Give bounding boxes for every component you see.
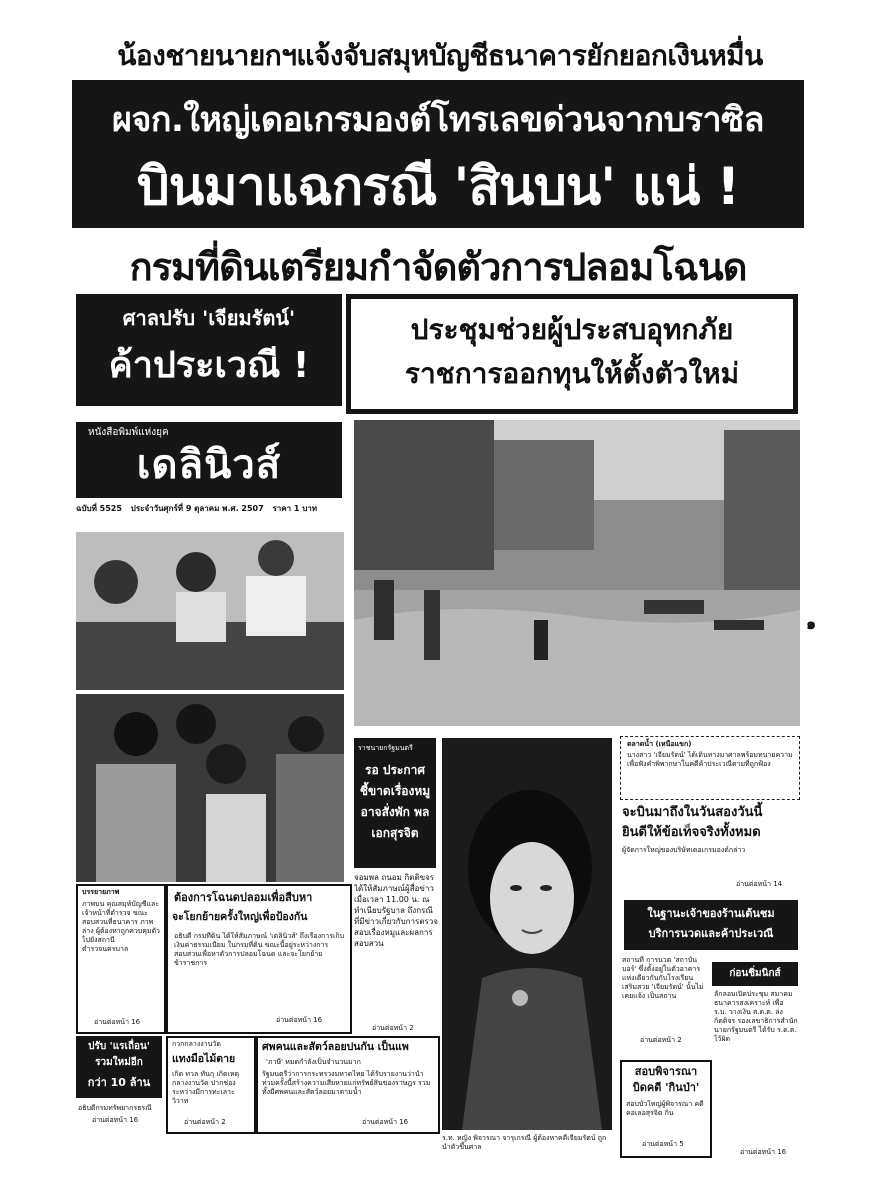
king-label: ก่อนชิ่มนิกส์ bbox=[712, 962, 798, 986]
masthead bbox=[76, 422, 342, 498]
banner-line1: ผจก.ใหญ่เดอเกรมองต์โทรเลขด่วนจากบราซิล bbox=[112, 100, 764, 140]
king-box bbox=[712, 962, 798, 1056]
massage-headline-box bbox=[624, 900, 798, 950]
massage-cont: อ่านต่อหน้า 2 bbox=[640, 1036, 682, 1044]
flood-photo bbox=[354, 420, 800, 726]
fine-sub: อธิบดีกรมทรัพยากรธรณี bbox=[78, 1104, 152, 1112]
banner-line2: บินมาแฉกรณี 'สินบน' แน่ ! bbox=[136, 157, 740, 217]
interview-headline1: จะบินมาถึงในวันสองวันนี้ bbox=[622, 805, 763, 820]
fine-box bbox=[76, 294, 342, 406]
deed-body: อธิบดี กรมที่ดิน ได้ให้สัมภาษณ์ 'เดลินิวส์' ถึงเรื่องการเก็บเงินค่าธรรมเนียม ในกรมที่ดิน ขณะนี้อยู่ระหว่างการสอบสวนเพื่อหาตัวการปลอมโฉนด และจะโยกย้ายข้าราชการ bbox=[174, 932, 345, 967]
bank-photo bbox=[76, 532, 344, 690]
investigate-h1: สอบพิจารณา bbox=[634, 1065, 698, 1078]
middle-kicker: ราชนายกรัฐมนตรี bbox=[358, 744, 413, 752]
worker-headline: แทงมือไม้ตาย bbox=[172, 1053, 236, 1065]
fine-box-line1: ศาลปรับ 'เจียมรัตน์' bbox=[122, 306, 296, 330]
issue-number: ฉบับที่ 5525 bbox=[76, 504, 122, 513]
middle-kicker-box bbox=[354, 738, 436, 868]
issue-price: ราคา 1 บาท bbox=[272, 504, 318, 513]
fine-black-box bbox=[76, 1036, 162, 1130]
king-body: ลักลอบเปิดประชุม สมาคมธนาคารสงเคราะห์ เพื่อ ร.บ. วางเงิน ส.ต.ต. ล่ง กิตติจร รองเลขาธิการสำนักนายกรัฐมนตรี ได้รับ ร.ต.ต. ไว้ผิด bbox=[714, 990, 798, 1043]
worker-cont: อ่านต่อหน้า 2 bbox=[184, 1118, 226, 1126]
interview-text: นางสาว 'เจียมรัตน์' ได้เดินทางมาศาลพร้อมทนายความ เพื่อฟังคำพิพากษาในคดีค้าประเวณีตามที่ถูกฟ้อง bbox=[627, 751, 793, 768]
arrest-photo bbox=[76, 694, 344, 882]
middle-cont: อ่านต่อหน้า 2 bbox=[372, 1024, 414, 1032]
fine-line2: รวมใหม่อีก bbox=[95, 1057, 143, 1068]
caption-box bbox=[76, 884, 166, 1034]
caption-title: บรรยายภาพ bbox=[82, 888, 120, 896]
massage-body: สถานที่ การนวด 'สถาบันบอร์' ซึ่งตั้งอยู่ในตัวอาคารแห่งเดียวกันกับโรงเรียนเสริมสวย 'เจียมรัตน์' นั้นไม่เคยแจ้ง เป็นสถาน bbox=[622, 956, 704, 1000]
king-cont: อ่านต่อหน้า 16 bbox=[740, 1148, 787, 1156]
masthead-tagline: หนังสือพิมพ์แห่งยุค bbox=[88, 427, 169, 438]
caption-text: ภาพบน คุณสมุห์บัญชีและเจ้าหน้าที่ตำรวจ ขณะสอบสวนที่ธนาคาร ภาพล่าง ผู้ต้องหาถูกควบคุมตัวไปยังสถานีตำรวจนครบาล bbox=[82, 900, 160, 953]
masthead-issue-line bbox=[76, 502, 344, 516]
budget-cont: อ่านต่อหน้า 16 bbox=[362, 1118, 409, 1126]
budget-body: รัฐมนตรีว่าการกระทรวงมหาดไทย ได้รับรายงานว่าน้ำท่วมครั้งนี้สร้างความเสียหายแก่ทรัพย์สินของราษฎร รวมทั้งมีศพคนและสัตว์ลอยมาตามน้ำ bbox=[262, 1070, 431, 1096]
massage-h2: บริการนวดและค้าประเวณี bbox=[648, 927, 774, 940]
deed-story-box bbox=[166, 884, 352, 1034]
interview-sub: ผู้จัดการใหญ่ของบริษัทเดอเกรมองต์กล่าว bbox=[622, 846, 746, 854]
interview-cont: อ่านต่อหน้า 14 bbox=[736, 880, 783, 888]
investigate-box bbox=[620, 1060, 712, 1158]
investigate-cont: อ่านต่อหน้า 5 bbox=[642, 1140, 684, 1148]
budget-headline: ศพคนและสัตว์ลอยปนกัน เป็นแพ bbox=[262, 1041, 409, 1053]
fine-line3: กว่า 10 ล้าน bbox=[87, 1076, 151, 1089]
budget-story-box bbox=[256, 1036, 440, 1134]
deed-h2: จะโยกย้ายครั้งใหญ่เพื่อป้องกัน bbox=[172, 911, 308, 923]
investigate-h2: บิดคดี 'กินป่า' bbox=[632, 1081, 700, 1094]
issue-date: ประจำวันศุกร์ที่ 9 ตุลาคม พ.ศ. 2507 bbox=[130, 504, 264, 513]
flood-box-line2: ราชการออกทุนให้ตั้งตัวใหม่ bbox=[404, 357, 740, 390]
deed-cont: อ่านต่อหน้า 16 bbox=[276, 1016, 323, 1024]
woman-photo bbox=[442, 738, 612, 1130]
middle-headline: รอ ประกาศ ชี้ขาดเรื่องหมู อาจสั่งพัก พลเอกสุรจิต bbox=[359, 763, 431, 840]
investigate-body: สอบบัวใหญ่ผู้พิจารณา คดีคอเลอสุรจิต กิน bbox=[626, 1100, 704, 1117]
caption-cont: อ่านต่อหน้า 16 bbox=[94, 1018, 141, 1026]
worker-body: เกิด ทวล ทันกุ เกิดเหตุ กลางงานวัด ปากช่อง ระหว่างมีการทะเลาะวิวาท bbox=[172, 1070, 240, 1105]
masthead-name: เดลินิวส์ bbox=[136, 442, 282, 488]
budget-sub: 'ภาษี' หมดกำลังเป็นจำนวนมาก bbox=[266, 1058, 361, 1066]
fine-box-line2: ค้าประเวณี ! bbox=[108, 345, 310, 386]
massage-h1: ในฐานะเจ้าของร้านเต้นชม bbox=[647, 907, 775, 920]
land-headline: กรมที่ดินเตรียมกำจัดตัวการปลอมโฉนด bbox=[129, 245, 747, 289]
interview-headline2: ยินดีให้ข้อเท็จจริงทั้งหมด bbox=[622, 825, 761, 840]
banner-box bbox=[72, 80, 804, 228]
page-mark: ๑ bbox=[806, 614, 817, 633]
woman-caption: ร.ท. หญิง พิจารณา จารุเกรณี ผู้ต้องหาคดีเจียมรัตน์ ถูกนำตัวขึ้นศาล bbox=[442, 1134, 607, 1151]
worker-kicker: กวกกลางงานวัด bbox=[172, 1040, 221, 1048]
top-headline: น้องชายนายกฯแจ้งจับสมุหบัญชีธนาคารยักยอกเงินหมื่น bbox=[117, 39, 763, 72]
flood-box bbox=[346, 294, 798, 414]
deed-h1: ต้องการโฉนดปลอมเพื่อสืบหา bbox=[174, 891, 313, 904]
flood-box-line1: ประชุมช่วยผู้ประสบอุทกภัย bbox=[410, 313, 734, 346]
worker-story-box bbox=[166, 1036, 256, 1134]
fine-cont: อ่านต่อหน้า 16 bbox=[92, 1116, 139, 1124]
interview-box bbox=[620, 736, 800, 800]
middle-body: จอมพล ถนอม กิตติขจร ได้ให้สัมภาษณ์ผู้สื่อข่าว เมื่อเวลา 11.00 น. ณ ทำเนียบรัฐบาล ถึงกรณีที่มีข่าวเกี่ยวกับการตรวจสอบเรื่องหมูและผลการสอบสวน bbox=[354, 873, 438, 948]
fine-line1: ปรับ 'แรเถื่อน' bbox=[88, 1041, 150, 1052]
interview-label: ตลาดน้ำ (เหนือแขก) bbox=[627, 740, 692, 748]
